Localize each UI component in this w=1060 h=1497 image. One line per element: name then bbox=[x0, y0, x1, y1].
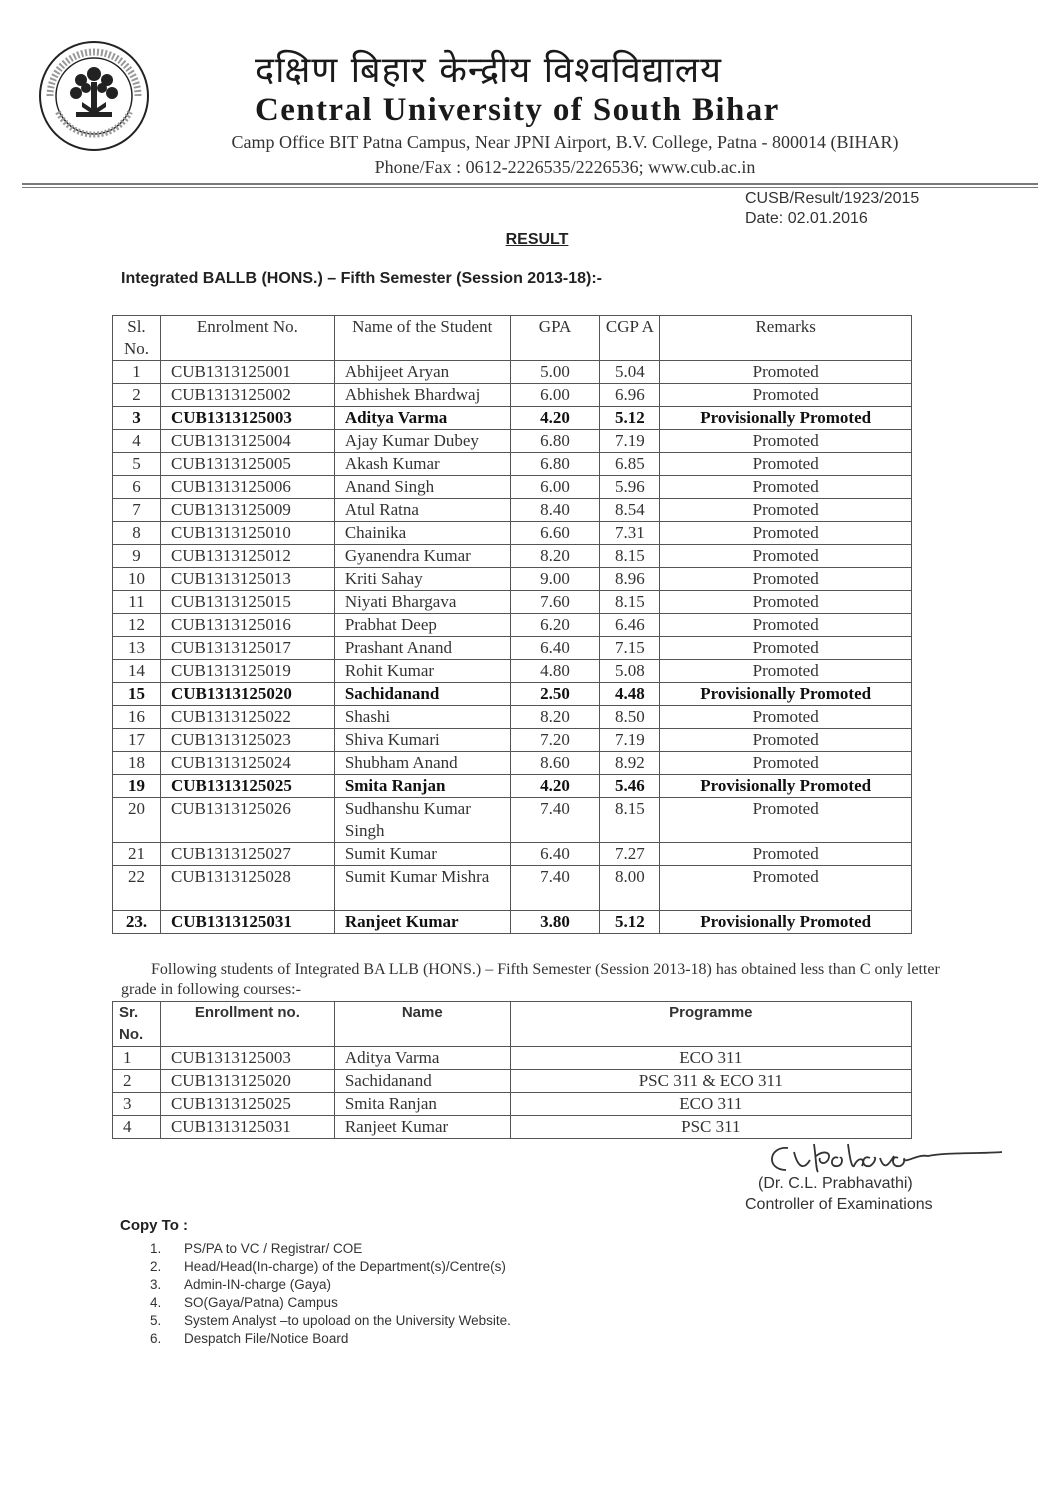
cell-cgpa: 7.19 bbox=[600, 729, 660, 752]
cell-programme: PSC 311 & ECO 311 bbox=[510, 1070, 911, 1093]
list-item-text: Despatch File/Notice Board bbox=[184, 1331, 349, 1346]
cell-sl: 22 bbox=[113, 866, 161, 911]
cell-name: Sudhanshu Kumar Singh bbox=[334, 798, 510, 843]
cell-name: Prabhat Deep bbox=[334, 614, 510, 637]
cell-gpa: 7.20 bbox=[510, 729, 600, 752]
cell-cgpa: 8.15 bbox=[600, 591, 660, 614]
cell-programme: ECO 311 bbox=[510, 1047, 911, 1070]
cell-gpa: 6.60 bbox=[510, 522, 600, 545]
cell-sl: 19 bbox=[113, 775, 161, 798]
cell-sl: 16 bbox=[113, 706, 161, 729]
cell-sr: 3 bbox=[113, 1093, 161, 1116]
cell-remarks: Promoted bbox=[660, 637, 912, 660]
cell-name: Prashant Anand bbox=[334, 637, 510, 660]
cell-sl: 17 bbox=[113, 729, 161, 752]
following-note: Following students of Integrated BA LLB (HONS.) – Fifth Semester (Session 2013-18) has obtained less than C only letter grade in following courses:- bbox=[121, 961, 940, 998]
table-row bbox=[113, 545, 912, 568]
grade-table-body bbox=[113, 1047, 912, 1139]
cell-sl: 23. bbox=[113, 911, 161, 934]
cell-name: Abhishek Bhardwaj bbox=[334, 384, 510, 407]
cell-cgpa: 6.46 bbox=[600, 614, 660, 637]
cell-enrolment: CUB1313125010 bbox=[160, 522, 334, 545]
cell-enrolment: CUB1313125013 bbox=[160, 568, 334, 591]
cell-sl: 14 bbox=[113, 660, 161, 683]
list-item-text: PS/PA to VC / Registrar/ COE bbox=[184, 1241, 363, 1256]
list-item-text: Head/Head(In-charge) of the Department(s)/Centre(s) bbox=[184, 1259, 506, 1274]
list-item-number: 2. bbox=[150, 1259, 162, 1274]
cell-gpa: 7.40 bbox=[510, 866, 600, 911]
cell-gpa: 4.20 bbox=[510, 407, 600, 430]
table-row bbox=[113, 706, 912, 729]
cell-name: Kriti Sahay bbox=[334, 568, 510, 591]
cell-name: Shiva Kumari bbox=[334, 729, 510, 752]
list-item-number: 3. bbox=[150, 1277, 162, 1292]
result-table-body bbox=[113, 361, 912, 934]
cell-gpa: 4.20 bbox=[510, 775, 600, 798]
cell-sl: 10 bbox=[113, 568, 161, 591]
header-sl: Sl. No. bbox=[113, 316, 161, 361]
table-row bbox=[113, 430, 912, 453]
cell-gpa: 7.60 bbox=[510, 591, 600, 614]
cell-cgpa: 5.08 bbox=[600, 660, 660, 683]
cell-enrolment: CUB1313125027 bbox=[160, 843, 334, 866]
table-row bbox=[113, 775, 912, 798]
cell-gpa: 3.80 bbox=[510, 911, 600, 934]
cell-sl: 3 bbox=[113, 407, 161, 430]
cell-remarks: Promoted bbox=[660, 568, 912, 591]
cell-name: Sachidanand bbox=[334, 1070, 510, 1093]
cell-cgpa: 8.15 bbox=[600, 545, 660, 568]
list-item bbox=[150, 1312, 511, 1330]
cell-enrollment: CUB1313125003 bbox=[160, 1047, 334, 1070]
list-item-text: Admin-IN-charge (Gaya) bbox=[184, 1277, 332, 1292]
table-row bbox=[113, 522, 912, 545]
cell-gpa: 8.60 bbox=[510, 752, 600, 775]
address-block bbox=[170, 130, 960, 180]
list-item-number: 5. bbox=[150, 1313, 162, 1328]
cell-sl: 2 bbox=[113, 384, 161, 407]
cell-enrollment: CUB1313125020 bbox=[160, 1070, 334, 1093]
header-gpa: GPA bbox=[510, 316, 600, 361]
copy-to-list bbox=[150, 1240, 511, 1348]
table-row bbox=[113, 384, 912, 407]
cell-name: Gyanendra Kumar bbox=[334, 545, 510, 568]
cell-cgpa: 6.85 bbox=[600, 453, 660, 476]
cell-enrolment: CUB1313125001 bbox=[160, 361, 334, 384]
cell-name: Ranjeet Kumar bbox=[334, 911, 510, 934]
cell-cgpa: 5.12 bbox=[600, 911, 660, 934]
table-row bbox=[113, 683, 912, 706]
cell-enrolment: CUB1313125009 bbox=[160, 499, 334, 522]
table-row bbox=[113, 729, 912, 752]
cell-gpa: 6.00 bbox=[510, 476, 600, 499]
table-row bbox=[113, 361, 912, 384]
table-row bbox=[113, 637, 912, 660]
cell-enrolment: CUB1313125016 bbox=[160, 614, 334, 637]
list-item-text: System Analyst –to upoload on the University Website. bbox=[184, 1313, 511, 1328]
cell-cgpa: 7.15 bbox=[600, 637, 660, 660]
header-name: Name of the Student bbox=[334, 316, 510, 361]
header-enrollment: Enrollment no. bbox=[160, 1002, 334, 1047]
header-name: Name bbox=[334, 1002, 510, 1047]
cell-sl: 1 bbox=[113, 361, 161, 384]
cell-enrolment: CUB1313125015 bbox=[160, 591, 334, 614]
cell-sl: 13 bbox=[113, 637, 161, 660]
list-item-text: SO(Gaya/Patna) Campus bbox=[184, 1295, 338, 1310]
cell-enrolment: CUB1313125017 bbox=[160, 637, 334, 660]
list-item bbox=[150, 1258, 511, 1276]
cell-enrolment: CUB1313125004 bbox=[160, 430, 334, 453]
cell-gpa: 5.00 bbox=[510, 361, 600, 384]
cell-name: Abhijeet Aryan bbox=[334, 361, 510, 384]
cell-remarks: Promoted bbox=[660, 430, 912, 453]
cell-sl: 12 bbox=[113, 614, 161, 637]
grade-header-row bbox=[113, 1002, 912, 1047]
cell-enrolment: CUB1313125012 bbox=[160, 545, 334, 568]
cell-cgpa: 7.27 bbox=[600, 843, 660, 866]
cell-name: Akash Kumar bbox=[334, 453, 510, 476]
cell-cgpa: 8.50 bbox=[600, 706, 660, 729]
table-row bbox=[113, 911, 912, 934]
cell-name: Ajay Kumar Dubey bbox=[334, 430, 510, 453]
cell-enrolment: CUB1313125031 bbox=[160, 911, 334, 934]
cell-gpa: 6.00 bbox=[510, 384, 600, 407]
cell-enrolment: CUB1313125025 bbox=[160, 775, 334, 798]
list-item bbox=[150, 1330, 511, 1348]
cell-name: Anand Singh bbox=[334, 476, 510, 499]
university-name-hindi: दक्षिण बिहार केन्द्रीय विश्वविद्यालय bbox=[255, 50, 723, 91]
cell-sl: 8 bbox=[113, 522, 161, 545]
cell-cgpa: 8.92 bbox=[600, 752, 660, 775]
cell-enrolment: CUB1313125019 bbox=[160, 660, 334, 683]
cell-sl: 21 bbox=[113, 843, 161, 866]
table-row bbox=[113, 614, 912, 637]
cell-sl: 20 bbox=[113, 798, 161, 843]
cell-enrolment: CUB1313125005 bbox=[160, 453, 334, 476]
cell-name: Niyati Bhargava bbox=[334, 591, 510, 614]
cell-remarks: Provisionally Promoted bbox=[660, 407, 912, 430]
table-row bbox=[113, 453, 912, 476]
cell-enrolment: CUB1313125002 bbox=[160, 384, 334, 407]
table-row bbox=[113, 866, 912, 911]
cell-name: Sachidanand bbox=[334, 683, 510, 706]
cell-name: Atul Ratna bbox=[334, 499, 510, 522]
cell-remarks: Promoted bbox=[660, 384, 912, 407]
cell-remarks: Promoted bbox=[660, 660, 912, 683]
table-row bbox=[113, 1093, 912, 1116]
cell-remarks: Promoted bbox=[660, 752, 912, 775]
cell-enrolment: CUB1313125006 bbox=[160, 476, 334, 499]
reference-number: CUSB/Result/1923/2015 bbox=[745, 190, 920, 207]
cell-name: Aditya Varma bbox=[334, 1047, 510, 1070]
cell-cgpa: 8.54 bbox=[600, 499, 660, 522]
cell-remarks: Promoted bbox=[660, 499, 912, 522]
cell-remarks: Promoted bbox=[660, 866, 912, 911]
list-item-number: 1. bbox=[150, 1241, 162, 1256]
cell-sl: 4 bbox=[113, 430, 161, 453]
result-heading: RESULT bbox=[505, 231, 569, 248]
signatory-title: Controller of Examinations bbox=[745, 1196, 933, 1213]
cell-remarks: Provisionally Promoted bbox=[660, 911, 912, 934]
table-row bbox=[113, 1116, 912, 1139]
signatory-name: (Dr. C.L. Prabhavathi) bbox=[758, 1175, 913, 1192]
cell-gpa: 7.40 bbox=[510, 798, 600, 843]
cell-remarks: Promoted bbox=[660, 476, 912, 499]
cell-programme: ECO 311 bbox=[510, 1093, 911, 1116]
programme-subtitle: Integrated BALLB (HONS.) – Fifth Semester (Session 2013-18):- bbox=[121, 270, 602, 287]
cell-sl: 5 bbox=[113, 453, 161, 476]
cell-sl: 9 bbox=[113, 545, 161, 568]
cell-gpa: 9.00 bbox=[510, 568, 600, 591]
cell-enrolment: CUB1313125024 bbox=[160, 752, 334, 775]
cell-name: Rohit Kumar bbox=[334, 660, 510, 683]
table-row bbox=[113, 798, 912, 843]
cell-remarks: Promoted bbox=[660, 591, 912, 614]
university-name-english: Central University of South Bihar bbox=[255, 92, 780, 128]
cell-cgpa: 8.15 bbox=[600, 798, 660, 843]
list-item bbox=[150, 1276, 511, 1294]
cell-cgpa: 5.46 bbox=[600, 775, 660, 798]
cell-gpa: 8.20 bbox=[510, 545, 600, 568]
cell-gpa: 6.40 bbox=[510, 843, 600, 866]
university-seal-logo bbox=[38, 40, 150, 152]
table-row bbox=[113, 407, 912, 430]
cell-remarks: Promoted bbox=[660, 522, 912, 545]
cell-sl: 11 bbox=[113, 591, 161, 614]
table-row bbox=[113, 752, 912, 775]
cell-enrolment: CUB1313125026 bbox=[160, 798, 334, 843]
cell-remarks: Promoted bbox=[660, 843, 912, 866]
cell-remarks: Promoted bbox=[660, 361, 912, 384]
table-row bbox=[113, 660, 912, 683]
grade-table bbox=[112, 1001, 912, 1139]
cell-name: Sumit Kumar bbox=[334, 843, 510, 866]
reference-date: Date: 02.01.2016 bbox=[745, 210, 868, 227]
cell-sr: 4 bbox=[113, 1116, 161, 1139]
cell-remarks: Promoted bbox=[660, 545, 912, 568]
cell-cgpa: 8.00 bbox=[600, 866, 660, 911]
cell-gpa: 4.80 bbox=[510, 660, 600, 683]
cell-cgpa: 8.96 bbox=[600, 568, 660, 591]
cell-gpa: 8.20 bbox=[510, 706, 600, 729]
list-item-number: 4. bbox=[150, 1295, 162, 1310]
cell-cgpa: 5.96 bbox=[600, 476, 660, 499]
cell-cgpa: 6.96 bbox=[600, 384, 660, 407]
cell-enrolment: CUB1313125020 bbox=[160, 683, 334, 706]
table-row bbox=[113, 1047, 912, 1070]
header-remarks: Remarks bbox=[660, 316, 912, 361]
cell-gpa: 8.40 bbox=[510, 499, 600, 522]
cell-name: Shubham Anand bbox=[334, 752, 510, 775]
cell-enrollment: CUB1313125031 bbox=[160, 1116, 334, 1139]
cell-remarks: Promoted bbox=[660, 729, 912, 752]
cell-enrollment: CUB1313125025 bbox=[160, 1093, 334, 1116]
table-row bbox=[113, 1070, 912, 1093]
cell-remarks: Promoted bbox=[660, 706, 912, 729]
cell-enrolment: CUB1313125003 bbox=[160, 407, 334, 430]
cell-cgpa: 5.12 bbox=[600, 407, 660, 430]
list-item bbox=[150, 1240, 511, 1258]
cell-sr: 2 bbox=[113, 1070, 161, 1093]
header-sr: Sr. No. bbox=[113, 1002, 161, 1047]
cell-sl: 18 bbox=[113, 752, 161, 775]
signature-mark bbox=[758, 1140, 1008, 1180]
cell-name: Ranjeet Kumar bbox=[334, 1116, 510, 1139]
cell-remarks: Provisionally Promoted bbox=[660, 775, 912, 798]
cell-gpa: 2.50 bbox=[510, 683, 600, 706]
cell-gpa: 6.80 bbox=[510, 453, 600, 476]
table-row bbox=[113, 499, 912, 522]
table-row bbox=[113, 591, 912, 614]
cell-gpa: 6.40 bbox=[510, 637, 600, 660]
cell-name: Smita Ranjan bbox=[334, 1093, 510, 1116]
table-header-row bbox=[113, 316, 912, 361]
header-enrolment: Enrolment No. bbox=[160, 316, 334, 361]
cell-enrolment: CUB1313125022 bbox=[160, 706, 334, 729]
cell-gpa: 6.80 bbox=[510, 430, 600, 453]
cell-gpa: 6.20 bbox=[510, 614, 600, 637]
cell-remarks: Promoted bbox=[660, 614, 912, 637]
result-table bbox=[112, 315, 912, 934]
cell-cgpa: 7.31 bbox=[600, 522, 660, 545]
cell-name: Sumit Kumar Mishra bbox=[334, 866, 510, 911]
cell-sl: 15 bbox=[113, 683, 161, 706]
table-row bbox=[113, 568, 912, 591]
list-item-number: 6. bbox=[150, 1331, 162, 1346]
cell-sr: 1 bbox=[113, 1047, 161, 1070]
header-rule bbox=[22, 183, 1038, 185]
contact-line: Phone/Fax : 0612-2226535/2226536; www.cub.ac.in bbox=[374, 157, 756, 177]
cell-cgpa: 5.04 bbox=[600, 361, 660, 384]
cell-name: Smita Ranjan bbox=[334, 775, 510, 798]
cell-remarks: Promoted bbox=[660, 453, 912, 476]
header-programme: Programme bbox=[510, 1002, 911, 1047]
address-line: Camp Office BIT Patna Campus, Near JPNI Airport, B.V. College, Patna - 800014 (BIHAR) bbox=[231, 132, 899, 152]
cell-programme: PSC 311 bbox=[510, 1116, 911, 1139]
cell-enrolment: CUB1313125028 bbox=[160, 866, 334, 911]
cell-name: Shashi bbox=[334, 706, 510, 729]
cell-remarks: Provisionally Promoted bbox=[660, 683, 912, 706]
cell-cgpa: 4.48 bbox=[600, 683, 660, 706]
cell-remarks: Promoted bbox=[660, 798, 912, 843]
cell-sl: 7 bbox=[113, 499, 161, 522]
table-row bbox=[113, 843, 912, 866]
header-rule-lower bbox=[22, 187, 1038, 188]
header-cgpa: CGP A bbox=[600, 316, 660, 361]
cell-cgpa: 7.19 bbox=[600, 430, 660, 453]
cell-sl: 6 bbox=[113, 476, 161, 499]
table-row bbox=[113, 476, 912, 499]
list-item bbox=[150, 1294, 511, 1312]
cell-name: Aditya Varma bbox=[334, 407, 510, 430]
copy-to-heading: Copy To : bbox=[120, 1217, 189, 1234]
cell-enrolment: CUB1313125023 bbox=[160, 729, 334, 752]
cell-name: Chainika bbox=[334, 522, 510, 545]
